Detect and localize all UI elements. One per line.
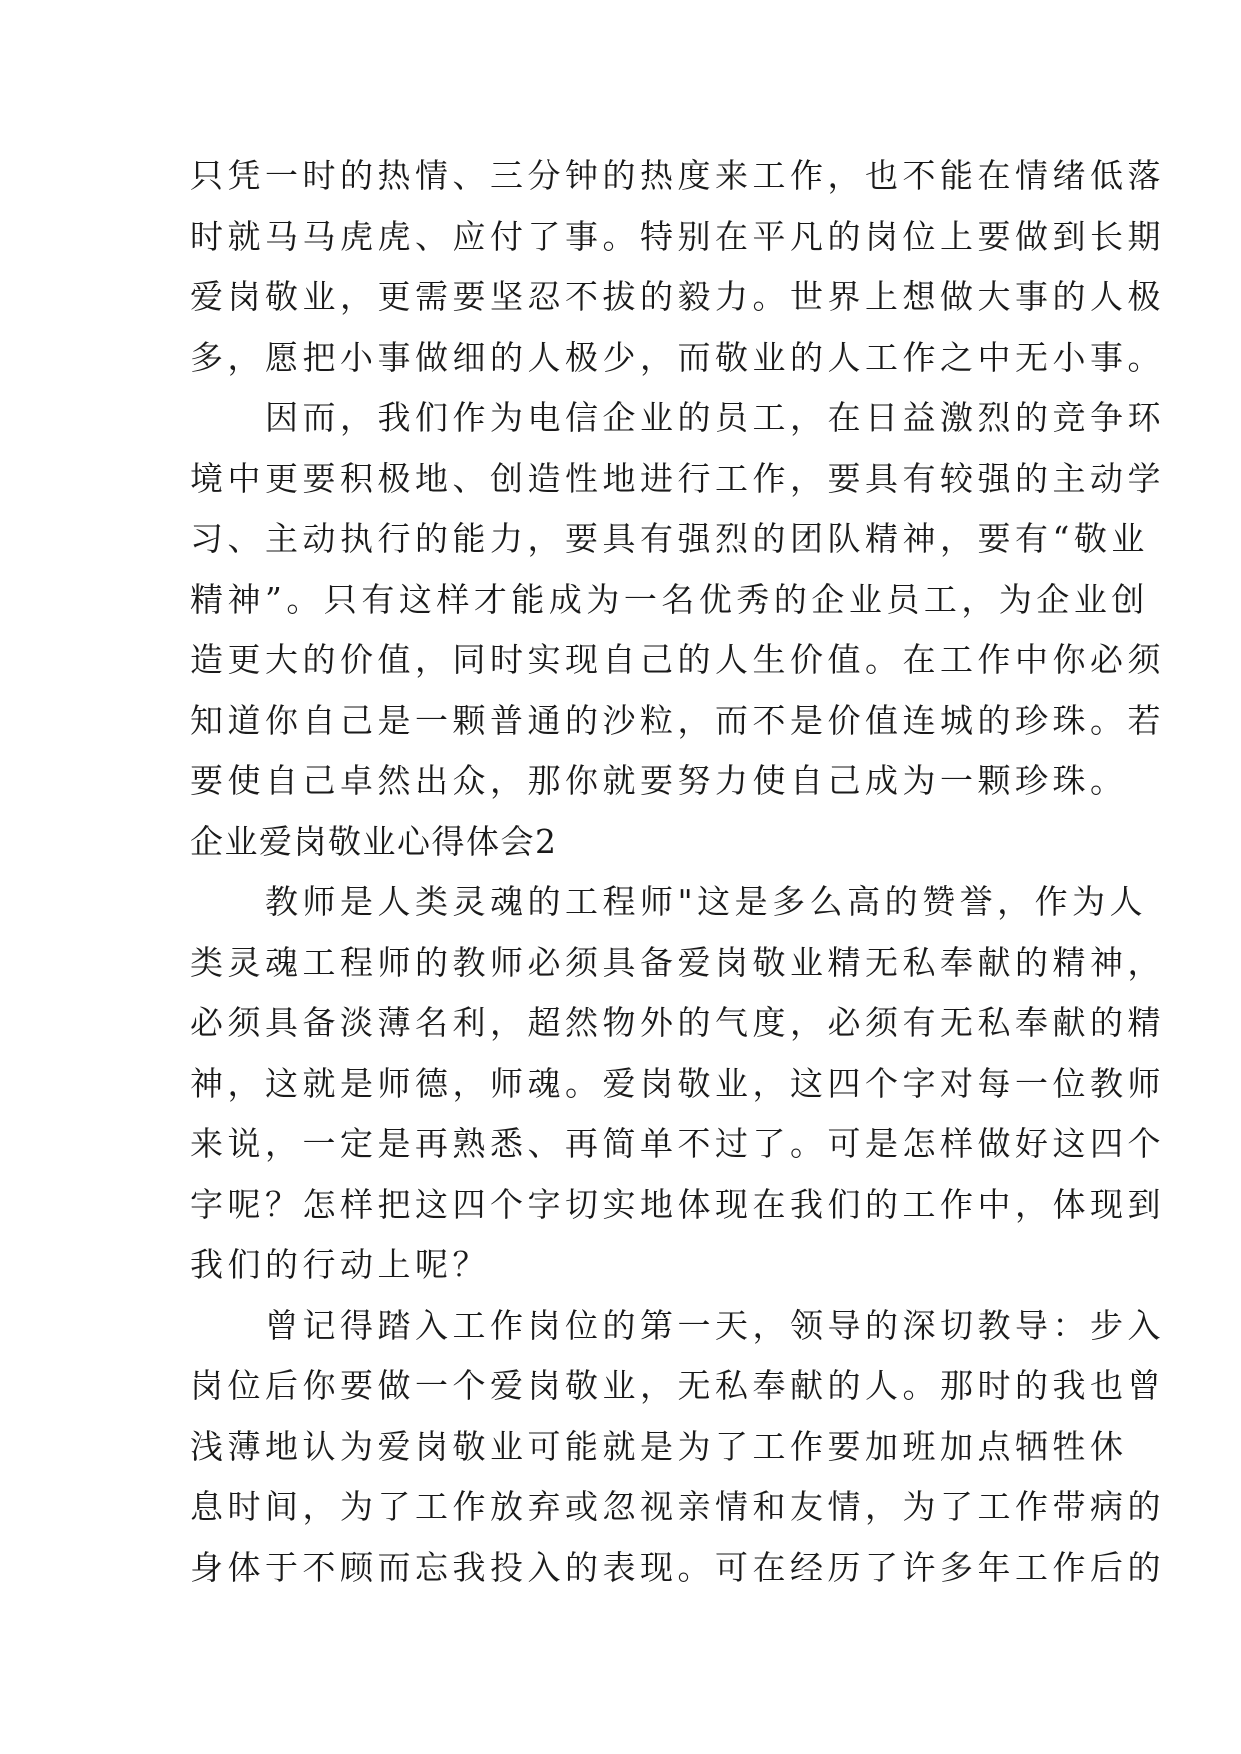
document-body xyxy=(190,146,1165,1598)
text-line: 字呢？怎样把这四个字切实地体现在我们的工作中，体现到 xyxy=(190,1184,1165,1224)
text-line: 精神”。只有这样才能成为一名优秀的企业员工，为企业创 xyxy=(190,579,1149,619)
text-line: 时就马马虎虎、应付了事。特别在平凡的岗位上要做到长期 xyxy=(190,216,1165,256)
text-line: 神，这就是师德，师魂。爱岗敬业，这四个字对每一位教师 xyxy=(190,1063,1165,1103)
text-line: 因而，我们作为电信企业的员工，在日益激烈的竞争环 xyxy=(190,398,1165,437)
text-line: 爱岗敬业，更需要坚忍不拔的毅力。世界上想做大事的人极 xyxy=(190,277,1165,316)
text-line: 岗位后你要做一个爱岗敬业，无私奉献的人。那时的我也曾 xyxy=(190,1366,1165,1405)
text-line: 我们的行动上呢？ xyxy=(190,1245,490,1284)
text-line: 身体于不顾而忘我投入的表现。可在经历了许多年工作后的 xyxy=(190,1547,1165,1587)
text-line: 只凭一时的热情、三分钟的热度来工作，也不能在情绪低落 xyxy=(190,156,1165,195)
text-line: 来说，一定是再熟悉、再简单不过了。可是怎样做好这四个 xyxy=(190,1124,1165,1163)
text-line: 习、主动执行的能力，要具有强烈的团队精神，要有“敬业 xyxy=(190,519,1149,558)
text-line: 息时间，为了工作放弃或忽视亲情和友情，为了工作带病的 xyxy=(190,1487,1165,1526)
text-line: 教师是人类灵魂的工程师"这是多么高的赞誉，作为人 xyxy=(190,882,1148,921)
text-line: 必须具备淡薄名利，超然物外的气度，必须有无私奉献的精 xyxy=(190,1003,1165,1042)
text-line: 境中更要积极地、创造性地进行工作，要具有较强的主动学 xyxy=(190,458,1165,498)
section-heading: 企业爱岗敬业心得体会2 xyxy=(190,821,558,861)
text-line: 多，愿把小事做细的人极少，而敬业的人工作之中无小事。 xyxy=(190,337,1165,377)
text-line: 知道你自己是一颗普通的沙粒，而不是价值连城的珍珠。若 xyxy=(190,700,1165,740)
text-line: 曾记得踏入工作岗位的第一天，领导的深切教导：步入 xyxy=(190,1305,1165,1345)
text-line: 浅薄地认为爱岗敬业可能就是为了工作要加班加点牺牲休 xyxy=(190,1426,1128,1466)
text-line: 造更大的价值，同时实现自己的人生价值。在工作中你必须 xyxy=(190,640,1165,679)
text-line: 要使自己卓然出众，那你就要努力使自己成为一颗珍珠。 xyxy=(190,761,1128,800)
text-line: 类灵魂工程师的教师必须具备爱岗敬业精无私奉献的精神， xyxy=(190,942,1165,982)
